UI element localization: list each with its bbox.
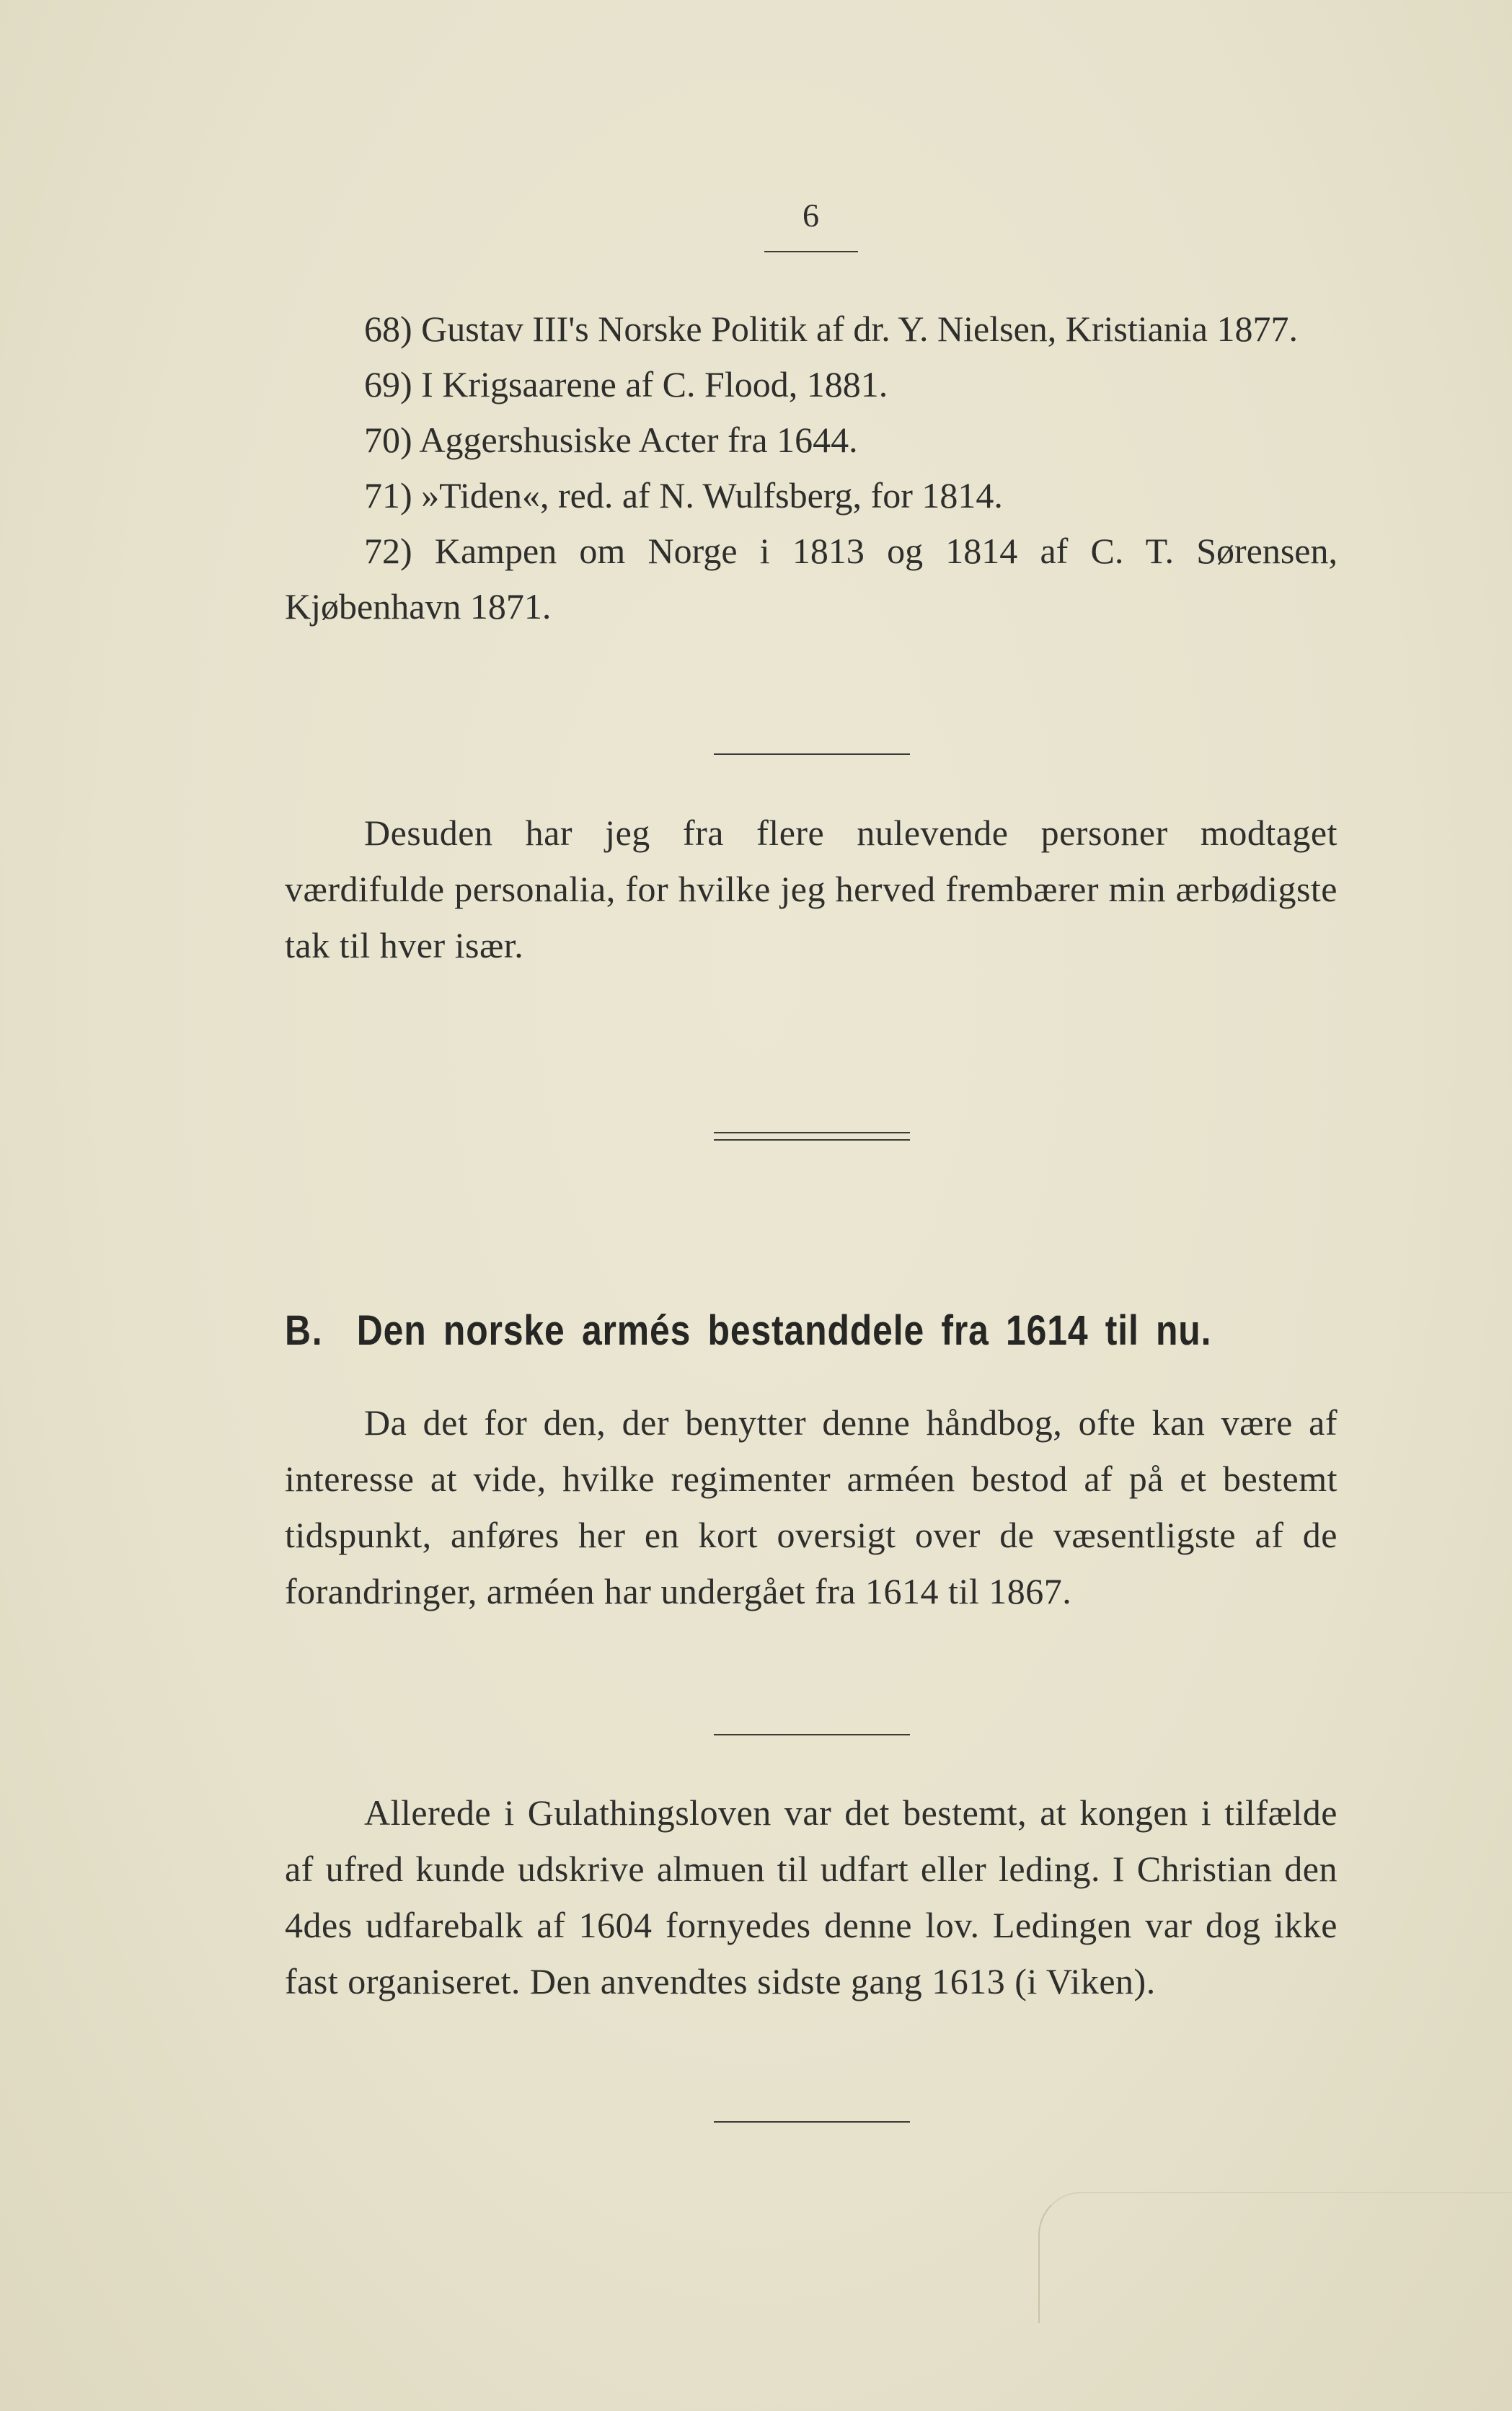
- body-paragraph: Da det for den, der benytter denne håndbog, ofte kan være af interesse at vide, hvilke regimenter arméen bestod af på et bestemt tidspunkt, anføres her en kort oversigt over de væsentligste af de forandringer, arméen har undergået fra 1614 til 1867.: [285, 1402, 1338, 1611]
- double-divider: [714, 1132, 910, 1141]
- page-number: 6: [803, 197, 820, 234]
- reference-item: 71) »Tiden«, red. af N. Wulfsberg, for 1814.: [364, 475, 1003, 516]
- reference-item: 69) I Krigsaarene af C. Flood, 1881.: [364, 364, 888, 404]
- body-paragraph: Allerede i Gulathingsloven var det bestemt, at kongen i tilfælde af ufred kunde udskrive almuen til udfart eller leding. I Christian den 4des udfarebalk af 1604 fornyedes denne lov. Ledingen var dog ikke fast organiseret. Den anvendtes sidste gang 1613 (i Viken).: [285, 1792, 1338, 2001]
- page-number-underline: [764, 251, 858, 252]
- reference-list: [285, 301, 1338, 634]
- acknowledgement-paragraph: Desuden har jeg fra flere nulevende personer modtaget værdifulde personalia, for hvilke jeg herved frembærer min ærbødigste tak til hver især.: [285, 813, 1338, 965]
- section-divider: [714, 753, 910, 755]
- section-title: Den norske armés bestanddele fra 1614 til nu.: [356, 1307, 1212, 1354]
- section-divider: [714, 1734, 910, 1735]
- section-letter: B.: [285, 1307, 324, 1354]
- reference-item: 72) Kampen om Norge i 1813 og 1814 af C. T. Sørensen, Kjøbenhavn 1871.: [285, 531, 1338, 627]
- reference-item: 68) Gustav III's Norske Politik af dr. Y. Nielsen, Kristiania 1877.: [364, 309, 1298, 349]
- paper-mark: [1038, 2192, 1512, 2323]
- section-heading: [285, 1302, 1212, 1360]
- section-divider: [714, 2121, 910, 2123]
- reference-item: 70) Aggershusiske Acter fra 1644.: [364, 420, 858, 460]
